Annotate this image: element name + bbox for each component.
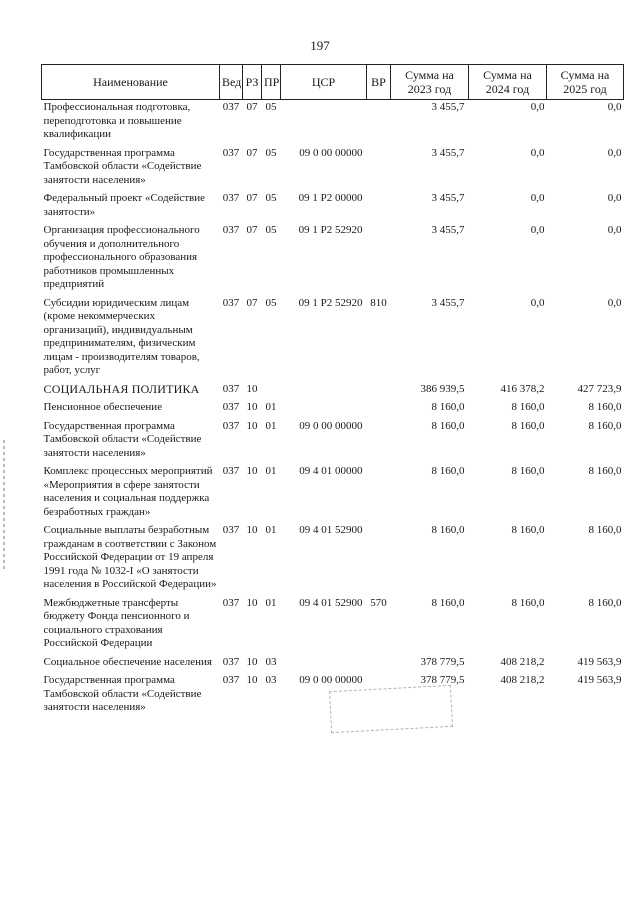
row-rz: 10 bbox=[246, 524, 258, 536]
row-sum-2024: 0,0 bbox=[530, 101, 545, 113]
margin-mark bbox=[3, 440, 5, 570]
row-csr: 09 0 00 00000 bbox=[299, 146, 363, 159]
ink-stamp bbox=[329, 685, 453, 733]
row-name: Субсидии юридическим лицам (кроме некоммерческих организаций), индивидуальным предпринимателям, физическим лицам - производителям товаров, работ, услуг bbox=[43, 296, 200, 376]
row-pr: 05 bbox=[265, 192, 277, 204]
row-sum-2025: 0,0 bbox=[607, 146, 622, 159]
row-pr: 01 bbox=[265, 465, 277, 477]
row-csr: 09 0 00 00000 bbox=[299, 674, 363, 686]
row-sum-2023: 3 455,7 bbox=[431, 224, 465, 236]
table-row bbox=[42, 223, 624, 296]
row-sum-2025: 427 723,9 bbox=[577, 382, 622, 395]
row-pr: 03 bbox=[265, 655, 277, 668]
row-sum-2023: 3 455,7 bbox=[431, 101, 465, 113]
row-csr: 09 4 01 00000 bbox=[299, 465, 363, 477]
table-row bbox=[42, 596, 624, 655]
row-sum-2023: 386 939,5 bbox=[420, 382, 465, 395]
row-name: Социальное обеспечение населения bbox=[43, 655, 212, 668]
row-pr: 05 bbox=[265, 296, 277, 309]
row-sum-2025: 0,0 bbox=[607, 101, 622, 113]
row-name: Социальные выплаты безработным гражданам в соответствии с Законом Российской Федерации от 19 апреля 1991 года № 1032-I «О занятости населения в Российской Федерации» bbox=[43, 524, 217, 590]
row-name: Организация профессионального обучения и дополнительного профессионального образования работников промышленных предприятий bbox=[43, 224, 200, 290]
header-ved: Вед bbox=[220, 65, 243, 100]
row-csr: 09 1 P2 52920 bbox=[298, 224, 363, 236]
row-name: Профессиональная подготовка, переподготовка и повышение квалификации bbox=[43, 101, 191, 140]
row-csr: 09 4 01 52900 bbox=[299, 524, 363, 536]
row-sum-2024: 408 218,2 bbox=[500, 674, 545, 686]
row-sum-2023: 8 160,0 bbox=[431, 596, 465, 609]
row-csr: 09 0 00 00000 bbox=[299, 419, 363, 432]
row-sum-2025: 0,0 bbox=[607, 296, 622, 309]
row-csr bbox=[281, 655, 367, 674]
budget-table bbox=[41, 64, 624, 719]
row-sum-2023: 8 160,0 bbox=[431, 524, 465, 536]
row-rz: 07 bbox=[246, 101, 258, 113]
row-rz: 07 bbox=[246, 192, 258, 204]
row-sum-2023: 3 455,7 bbox=[431, 296, 465, 309]
row-ved: 037 bbox=[222, 524, 240, 536]
row-vr bbox=[367, 523, 391, 596]
header-sum-2024: Сумма на 2024 год bbox=[469, 65, 547, 100]
row-ved: 037 bbox=[222, 296, 240, 309]
header-sum-2023: Сумма на 2023 год bbox=[391, 65, 469, 100]
row-vr bbox=[367, 382, 391, 401]
row-vr bbox=[367, 419, 391, 465]
table-row bbox=[42, 296, 624, 382]
row-ved: 037 bbox=[222, 596, 240, 609]
row-pr bbox=[262, 382, 281, 401]
table-row bbox=[42, 146, 624, 192]
header-rz: РЗ bbox=[243, 65, 262, 100]
row-sum-2024: 416 378,2 bbox=[500, 382, 545, 395]
row-vr bbox=[367, 223, 391, 296]
row-sum-2024: 0,0 bbox=[530, 146, 545, 159]
row-ved: 037 bbox=[222, 655, 240, 668]
table-body bbox=[42, 100, 624, 719]
row-sum-2023: 378 779,5 bbox=[420, 655, 465, 668]
row-name: Государственная программа Тамбовской области «Содействие занятости населения» bbox=[43, 674, 202, 713]
row-vr bbox=[367, 655, 391, 674]
row-sum-2024: 8 160,0 bbox=[511, 465, 545, 477]
row-sum-2023: 3 455,7 bbox=[431, 146, 465, 159]
row-vr: 570 bbox=[370, 596, 387, 609]
row-rz: 10 bbox=[246, 382, 258, 395]
row-sum-2025: 419 563,9 bbox=[577, 655, 622, 668]
row-ved: 037 bbox=[222, 674, 240, 686]
row-rz: 10 bbox=[246, 419, 258, 432]
row-ved: 037 bbox=[222, 224, 240, 236]
row-sum-2025: 419 563,9 bbox=[577, 674, 622, 686]
section-row bbox=[42, 382, 624, 401]
row-name: Пенсионное обеспечение bbox=[43, 401, 163, 413]
row-pr: 01 bbox=[265, 419, 277, 432]
row-csr: 09 1 P2 52920 bbox=[298, 296, 363, 309]
row-sum-2025: 8 160,0 bbox=[588, 596, 622, 609]
table-row bbox=[42, 100, 624, 146]
row-vr bbox=[367, 146, 391, 192]
row-sum-2023: 8 160,0 bbox=[431, 401, 465, 413]
row-csr: 09 1 P2 00000 bbox=[298, 192, 363, 204]
row-name: Межбюджетные трансферты бюджету Фонда пенсионного и социального страхования Российской Федерации bbox=[43, 596, 190, 649]
row-csr bbox=[281, 400, 367, 419]
row-sum-2025: 8 160,0 bbox=[588, 401, 622, 413]
row-vr bbox=[367, 464, 391, 523]
row-sum-2025: 8 160,0 bbox=[588, 419, 622, 432]
table-row bbox=[42, 464, 624, 523]
row-rz: 10 bbox=[246, 465, 258, 477]
header-vr: ВР bbox=[367, 65, 391, 100]
row-sum-2025: 8 160,0 bbox=[588, 524, 622, 536]
row-csr bbox=[281, 100, 367, 146]
row-vr: 810 bbox=[370, 296, 387, 309]
row-ved: 037 bbox=[222, 192, 240, 204]
row-ved: 037 bbox=[222, 401, 240, 413]
table-row bbox=[42, 400, 624, 419]
header-sum-2025: Сумма на 2025 год bbox=[547, 65, 624, 100]
row-sum-2024: 8 160,0 bbox=[511, 524, 545, 536]
row-rz: 10 bbox=[246, 401, 258, 413]
row-name: СОЦИАЛЬНАЯ ПОЛИТИКА bbox=[43, 381, 200, 396]
table-row bbox=[42, 523, 624, 596]
row-rz: 10 bbox=[246, 655, 258, 668]
header-pr: ПР bbox=[262, 65, 281, 100]
row-name: Федеральный проект «Содействие занятости» bbox=[43, 192, 206, 218]
row-pr: 01 bbox=[265, 596, 277, 609]
row-vr bbox=[367, 100, 391, 146]
table-header bbox=[42, 65, 624, 100]
page-number: 197 bbox=[310, 38, 330, 53]
row-vr bbox=[367, 400, 391, 419]
row-sum-2025: 8 160,0 bbox=[588, 465, 622, 477]
row-sum-2023: 8 160,0 bbox=[431, 465, 465, 477]
row-sum-2025: 0,0 bbox=[607, 224, 622, 236]
row-sum-2024: 8 160,0 bbox=[511, 419, 545, 432]
row-rz: 10 bbox=[246, 674, 258, 686]
table-row bbox=[42, 655, 624, 674]
row-pr: 01 bbox=[265, 401, 277, 413]
row-ved: 037 bbox=[222, 465, 240, 477]
row-vr bbox=[367, 191, 391, 223]
row-sum-2023: 378 779,5 bbox=[420, 674, 465, 686]
header-name: Наименование bbox=[42, 65, 220, 100]
row-sum-2025: 0,0 bbox=[607, 192, 622, 204]
row-pr: 03 bbox=[265, 674, 277, 686]
row-csr bbox=[281, 382, 367, 401]
row-rz: 07 bbox=[246, 146, 258, 159]
row-pr: 05 bbox=[265, 101, 277, 113]
table-row bbox=[42, 419, 624, 465]
row-pr: 05 bbox=[265, 224, 277, 236]
row-sum-2024: 0,0 bbox=[530, 224, 545, 236]
row-ved: 037 bbox=[222, 419, 240, 432]
row-ved: 037 bbox=[222, 382, 240, 395]
table-row bbox=[42, 191, 624, 223]
row-ved: 037 bbox=[222, 146, 240, 159]
row-rz: 07 bbox=[246, 224, 258, 236]
row-name: Государственная программа Тамбовской области «Содействие занятости населения» bbox=[43, 146, 202, 186]
row-name: Государственная программа Тамбовской области «Содействие занятости населения» bbox=[43, 419, 202, 459]
row-sum-2024: 8 160,0 bbox=[511, 401, 545, 413]
row-sum-2024: 8 160,0 bbox=[511, 596, 545, 609]
row-csr: 09 4 01 52900 bbox=[299, 596, 363, 609]
row-sum-2024: 0,0 bbox=[530, 296, 545, 309]
row-pr: 01 bbox=[265, 524, 277, 536]
row-sum-2023: 3 455,7 bbox=[431, 192, 465, 204]
row-pr: 05 bbox=[265, 146, 277, 159]
row-rz: 07 bbox=[246, 296, 258, 309]
row-rz: 10 bbox=[246, 596, 258, 609]
row-sum-2023: 8 160,0 bbox=[431, 419, 465, 432]
row-sum-2024: 408 218,2 bbox=[500, 655, 545, 668]
header-csr: ЦСР bbox=[281, 65, 367, 100]
row-name: Комплекс процессных мероприятий «Мероприятия в сфере занятости населения и социальная поддержка безработных граждан» bbox=[43, 465, 213, 518]
row-ved: 037 bbox=[222, 101, 240, 113]
row-sum-2024: 0,0 bbox=[530, 192, 545, 204]
